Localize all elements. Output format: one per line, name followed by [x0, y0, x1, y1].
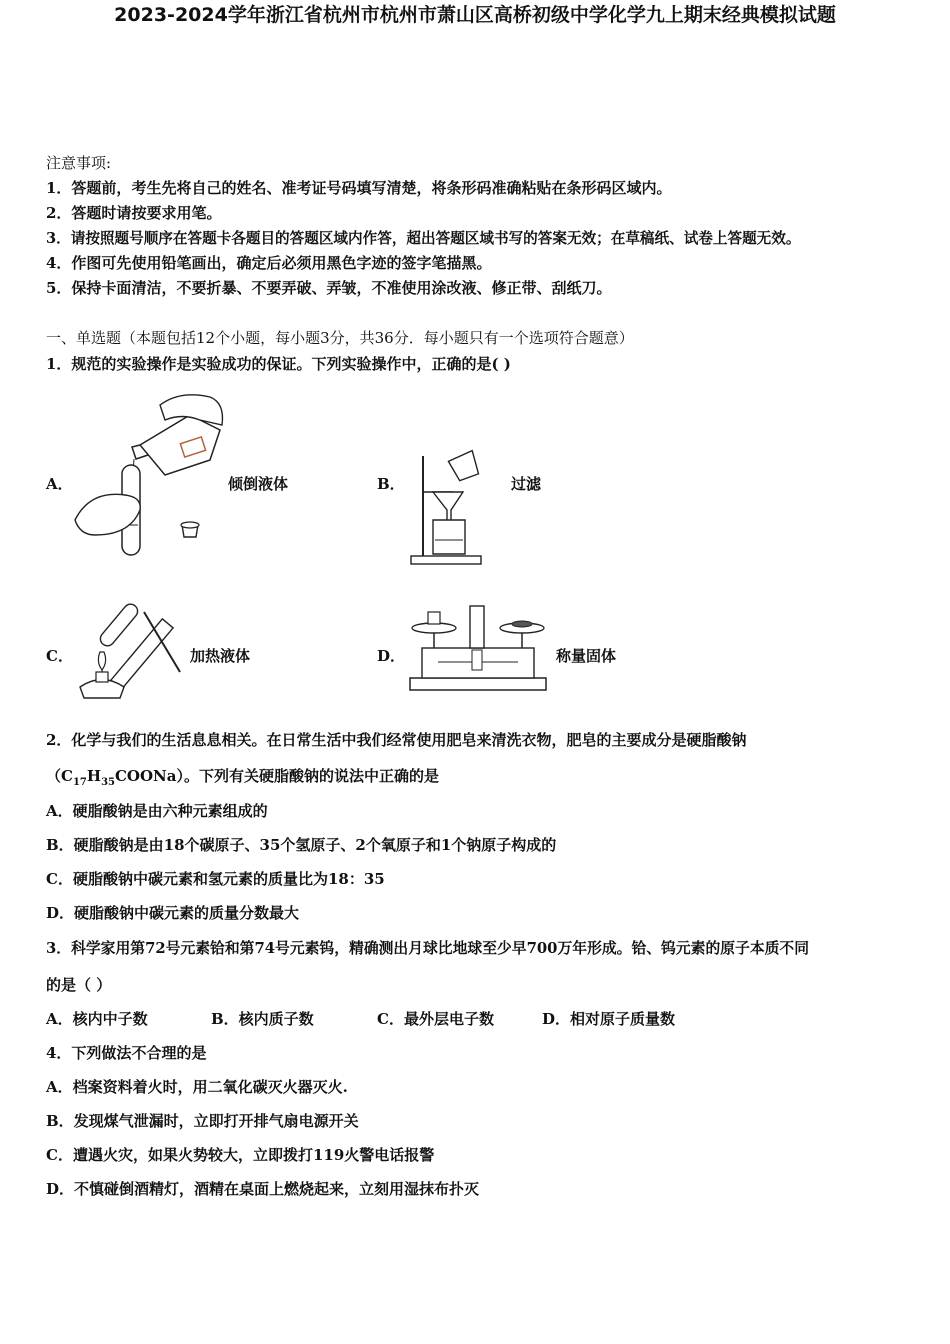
q2-stem: 2．化学与我们的生活息息相关。在日常生活中我们经常使用肥皂来清洗衣物，肥皂的主要成分是硬脂酸钠	[46, 731, 747, 749]
q4-option-b: B．发现煤气泄漏时，立即打开排气扇电源开关	[46, 1112, 359, 1130]
notice-item-2: 2．答题时请按要求用笔。	[46, 204, 222, 222]
notice-item-5: 5．保持卡面清洁，不要折暴、不要弄破、弄皱，不准使用涂改液、修正带、刮纸刀。	[46, 279, 612, 297]
q2-option-c: C．硬脂酸钠中碳元素和氢元素的质量比为18：35	[46, 870, 385, 888]
notice-item-3: 3．请按照题号顺序在答题卡各题目的答题区域内作答，超出答题区域书写的答案无效；在草稿纸、试卷上答题无效。	[46, 230, 801, 247]
q3-stem-cont: 的是（ ）	[46, 976, 112, 994]
q4-option-c: C．遭遇火灾，如果火势较大，立即拨打119火警电话报警	[46, 1146, 435, 1164]
notice-heading: 注意事项:	[46, 154, 112, 172]
q1-option-d-letter: D．	[377, 647, 406, 665]
q3-option-d: D．相对原子质量数	[542, 1010, 676, 1028]
q2-formula-close: COONa）。下列有关硬脂酸钠的说法中正确的是	[114, 767, 439, 785]
q3-option-c: C．最外层电子数	[377, 1010, 494, 1028]
q4-option-d: D．不慎碰倒酒精灯，酒精在桌面上燃烧起来，立刻用湿抹布扑灭	[46, 1180, 480, 1198]
q2-option-b: B．硬脂酸钠是由18个碳原子、35个氢原子、2个氧原子和1个钠原子构成的	[46, 836, 557, 854]
q2-sub-h: 35	[101, 777, 115, 788]
q1-stem: 1．规范的实验操作是实验成功的保证。下列实验操作中，正确的是( )	[46, 355, 511, 373]
q1-option-a-letter: A．	[46, 475, 73, 493]
section-heading: 一、单选题（本题包括12个小题，每小题3分，共36分．每小题只有一个选项符合题意）	[46, 329, 634, 347]
pour-liquid-figure	[70, 385, 230, 565]
heating-liquid-figure	[72, 592, 187, 702]
q1-option-c-caption: 加热液体	[190, 647, 251, 665]
q2-option-a: A．硬脂酸钠是由六种元素组成的	[46, 802, 268, 820]
q2-sub-c: 17	[72, 777, 87, 788]
q1-option-d-caption: 称量固体	[556, 647, 617, 665]
filtration-figure	[405, 448, 495, 568]
q4-stem: 4．下列做法不合理的是	[46, 1044, 207, 1062]
q2-formula-open: （C	[46, 767, 73, 785]
q3-option-a: A．核内中子数	[46, 1010, 148, 1028]
notice-item-1: 1．答题前，考生先将自己的姓名、准考证号码填写清楚，将条形码准确粘贴在条形码区域内。	[46, 179, 672, 197]
q1-option-b-letter: B．	[377, 475, 405, 493]
q2-formula-line	[46, 765, 439, 788]
q3-option-b: B．核内质子数	[211, 1010, 314, 1028]
q2-formula-h: H	[86, 767, 102, 785]
q1-option-a-caption: 倾倒液体	[228, 475, 289, 493]
q1-option-b-caption: 过滤	[511, 475, 542, 493]
q1-option-c-letter: C．	[46, 647, 73, 665]
q3-stem: 3．科学家用第72号元素铪和第74号元素钨，精确测出月球比地球至少早700万年形成。铪、钨元素的原子本质不同	[46, 940, 810, 957]
balance-figure	[408, 600, 548, 695]
notice-item-4: 4．作图可先使用铅笔画出，确定后必须用黑色字迹的签字笔描黑。	[46, 254, 492, 272]
q4-option-a: A．档案资料着火时，用二氧化碳灭火器灭火.	[46, 1078, 348, 1096]
page-title: 2023-2024学年浙江省杭州市杭州市萧山区高桥初级中学化学九上期末经典模拟试题	[114, 4, 836, 26]
q2-option-d: D．硬脂酸钠中碳元素的质量分数最大	[46, 904, 300, 922]
